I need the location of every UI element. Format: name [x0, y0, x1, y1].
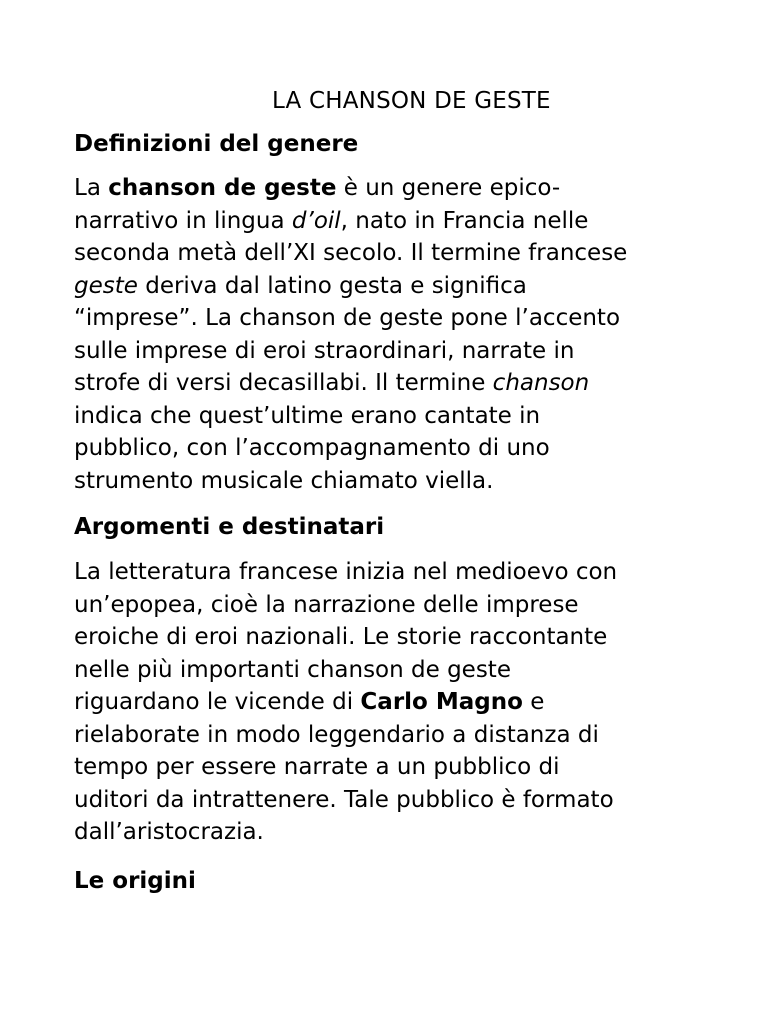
text-run: un’epopea, cioè la narrazione delle imprese — [74, 591, 579, 618]
text-run: nelle più importanti chanson de geste — [74, 656, 511, 683]
text-run: indica che quest’ultime erano cantate in — [74, 402, 541, 429]
paragraph-line — [74, 465, 708, 498]
text-run: La — [74, 175, 109, 201]
bold-text: Carlo Magno — [360, 689, 523, 715]
text-run: seconda metà dell’XI secolo. Il termine francese — [74, 240, 628, 266]
paragraph-line — [74, 784, 708, 817]
paragraph-line — [74, 589, 708, 622]
text-run: strofe di versi decasillabi. Il termine — [74, 370, 493, 396]
text-run: eroiche di eroi nazionali. Le storie raccontante — [74, 624, 608, 650]
paragraph-line — [74, 367, 708, 400]
paragraph-line — [74, 719, 708, 752]
text-run: “imprese”. La chanson de geste pone l’accento — [74, 305, 621, 331]
text-run: tempo per essere narrate a un pubblico di — [74, 754, 560, 780]
paragraph-line — [74, 621, 708, 654]
section-heading-definizioni: Definizioni del genere — [74, 131, 359, 157]
italic-text: geste — [74, 272, 138, 299]
text-run: riguardano le vicende di — [74, 689, 361, 715]
italic-text: d’oil — [291, 207, 341, 234]
text-run: pubblico, con l’accompagnamento di uno — [74, 435, 550, 461]
paragraph-line — [74, 686, 708, 719]
paragraph-line — [74, 751, 708, 784]
text-run: sulle imprese di eroi straordinari, narrate in — [74, 337, 575, 364]
paragraph-line — [74, 556, 708, 589]
paragraph-line — [74, 237, 708, 270]
paragraph-line — [74, 302, 708, 335]
text-run: strumento musicale chiamato viella. — [74, 467, 494, 494]
paragraph-line — [74, 432, 708, 465]
paragraph-line — [74, 654, 708, 687]
paragraph-line — [74, 816, 708, 849]
text-run: rielaborate in modo leggendario a distanza di — [74, 721, 599, 748]
text-run: La letteratura francese inizia nel medioevo con — [74, 559, 618, 585]
text-run: deriva dal latino gesta e significa — [137, 272, 527, 299]
bold-text: chanson de geste — [108, 175, 337, 201]
paragraph-definizioni — [74, 172, 708, 497]
italic-text: chanson — [492, 370, 590, 396]
document-title: LA CHANSON DE GESTE — [272, 88, 551, 114]
paragraph-line — [74, 172, 708, 205]
text-run: dall’aristocrazia. — [74, 819, 264, 845]
section-heading-argomenti: Argomenti e destinatari — [74, 514, 385, 540]
paragraph-argomenti — [74, 556, 708, 849]
text-run: , nato in Francia nelle — [340, 207, 589, 234]
paragraph-line — [74, 270, 708, 303]
text-run: narrativo in lingua — [74, 207, 292, 234]
text-run: è un genere epico- — [336, 175, 561, 201]
paragraph-line — [74, 335, 708, 368]
text-run: e — [522, 689, 545, 715]
text-run: uditori da intrattenere. Tale pubblico è formato — [74, 786, 614, 813]
paragraph-line — [74, 400, 708, 433]
section-heading-origini: Le origini — [74, 867, 196, 894]
paragraph-line — [74, 205, 708, 238]
